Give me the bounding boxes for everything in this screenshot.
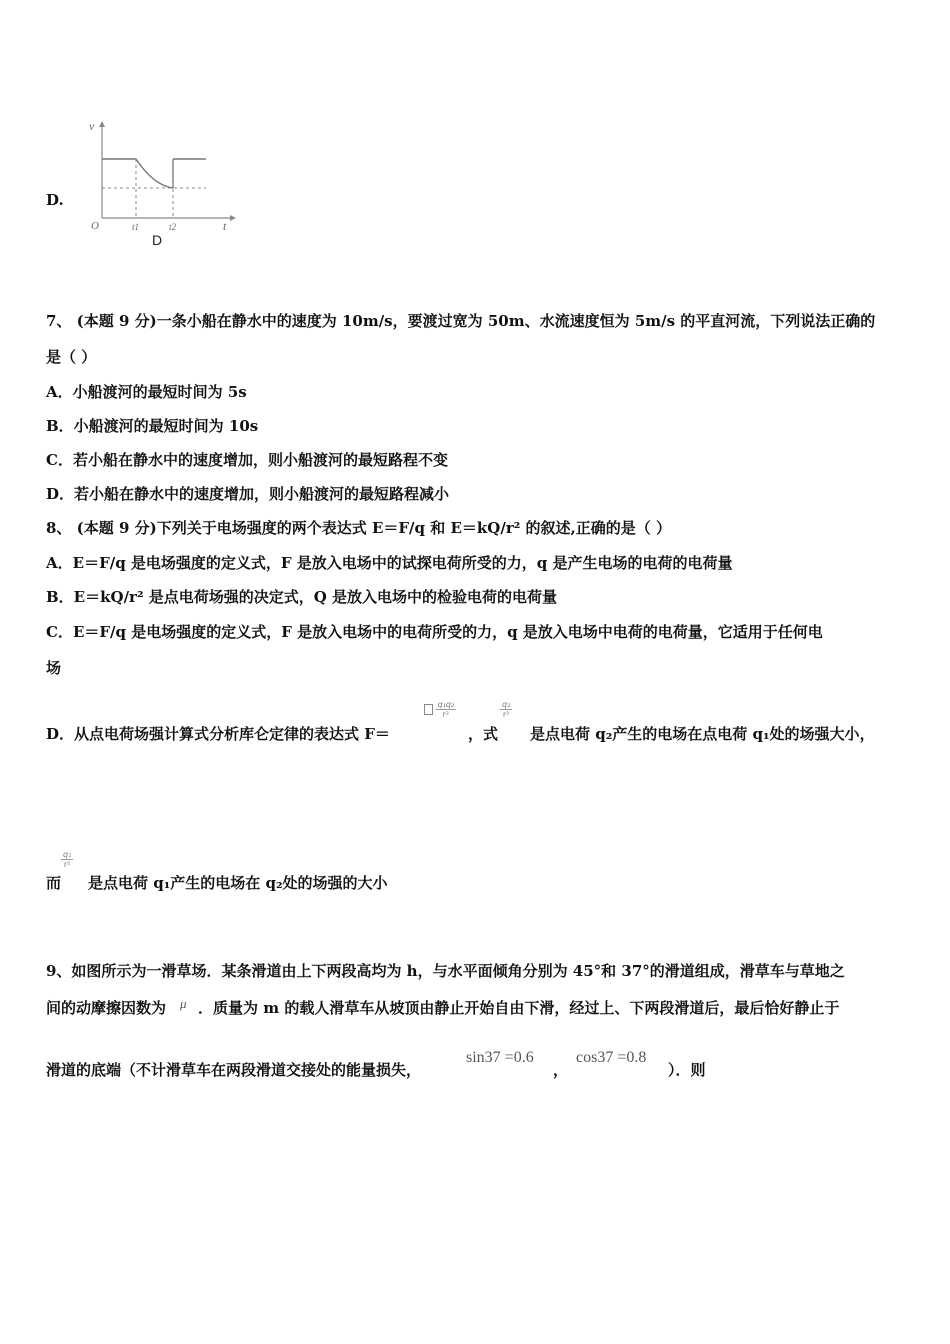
q7-option-b: B．小船渡河的最短时间为 10s <box>46 417 259 435</box>
q8-option-d-part2: ，式 <box>468 725 499 743</box>
mu-symbol: μ <box>180 996 187 1011</box>
field-fraction-q1 <box>61 850 73 869</box>
sin-expression: sin37 =0.6 <box>466 1049 534 1066</box>
coulomb-fraction <box>424 700 456 719</box>
q7-stem-line2: 是（ ） <box>46 348 97 366</box>
q9-comma: ， <box>553 1061 569 1079</box>
q8-option-c-line2: 场 <box>46 659 62 677</box>
q7-stem-line1: 7、 (本题 9 分)一条小船在静水中的速度为 10m/s，要渡过宽为 50m、水流速度恒为 5m/s 的平直河流，下列说法正确的 <box>46 312 876 330</box>
k-placeholder-icon <box>424 704 433 715</box>
graph-y-label: v <box>89 119 95 133</box>
q8-stem: 8、 (本题 9 分)下列关于电场强度的两个表达式 E＝F/q 和 E＝kQ/r² 的叙述,正确的是（ ） <box>46 519 671 537</box>
q9-line3-a: 滑道的底端（不计滑草车在两段滑道交接处的能量损失， <box>46 1061 422 1079</box>
frac1-numerator: q₁q₂ <box>437 700 455 709</box>
q9-line1: 9、如图所示为一滑草场．某条滑道由上下两段高均为 h，与水平面倾角分别为 45°和 37°的滑道组成，滑草车与草地之 <box>46 962 845 980</box>
q8-option-d-line2-prefix: 而 <box>46 874 62 892</box>
graph-caption: D <box>152 232 163 248</box>
velocity-time-graph <box>80 112 240 252</box>
frac3-numerator: q₁ <box>63 850 72 859</box>
frac2-denominator: r² <box>502 710 510 719</box>
q6-option-d-label: D. <box>46 191 64 209</box>
q7-option-c: C．若小船在静水中的速度增加，则小船渡河的最短路程不变 <box>46 451 448 469</box>
q7-option-a: A．小船渡河的最短时间为 5s <box>46 383 247 401</box>
q8-option-c-line1: C．E＝F/q 是电场强度的定义式，F 是放入电场中的电荷所受的力，q 是放入电场中电荷的电荷量，它适用于任何电 <box>46 623 823 641</box>
frac1-denominator: r² <box>442 710 450 719</box>
q8-option-d-part1: D．从点电荷场强计算式分析库仑定律的表达式 F＝ <box>46 725 390 743</box>
field-fraction-q2 <box>500 700 512 719</box>
q8-option-b: B．E＝kQ/r² 是点电荷场强的决定式，Q 是放入电场中的检验电荷的电荷量 <box>46 588 558 606</box>
frac2-numerator: q₂ <box>502 700 511 709</box>
graph-origin-label: O <box>91 220 99 232</box>
q9-line3-b: ）．则 <box>668 1061 706 1079</box>
graph-tick-t2: t2 <box>169 222 177 232</box>
graph-x-label: t <box>223 219 227 233</box>
graph-tick-t1: t1 <box>132 222 140 232</box>
q8-option-a: A．E＝F/q 是电场强度的定义式，F 是放入电场中的试探电荷所受的力，q 是产生电场的电荷的电荷量 <box>46 554 733 572</box>
cos-expression: cos37 =0.8 <box>576 1049 647 1066</box>
frac3-denominator: r² <box>63 860 71 869</box>
q8-option-d-line2: 是点电荷 q₁产生的电场在 q₂处的场强的大小 <box>88 874 388 892</box>
q9-line2-b: ．质量为 m 的载人滑草车从坡顶由静止开始自由下滑，经过上、下两段滑道后，最后恰好静止于 <box>198 999 840 1017</box>
q7-option-d: D．若小船在静水中的速度增加，则小船渡河的最短路程减小 <box>46 485 450 503</box>
q8-option-d-part3: 是点电荷 q₂产生的电场在点电荷 q₁处的场强大小， <box>530 725 875 743</box>
q9-line2-a: 间的动摩擦因数为 <box>46 999 167 1017</box>
